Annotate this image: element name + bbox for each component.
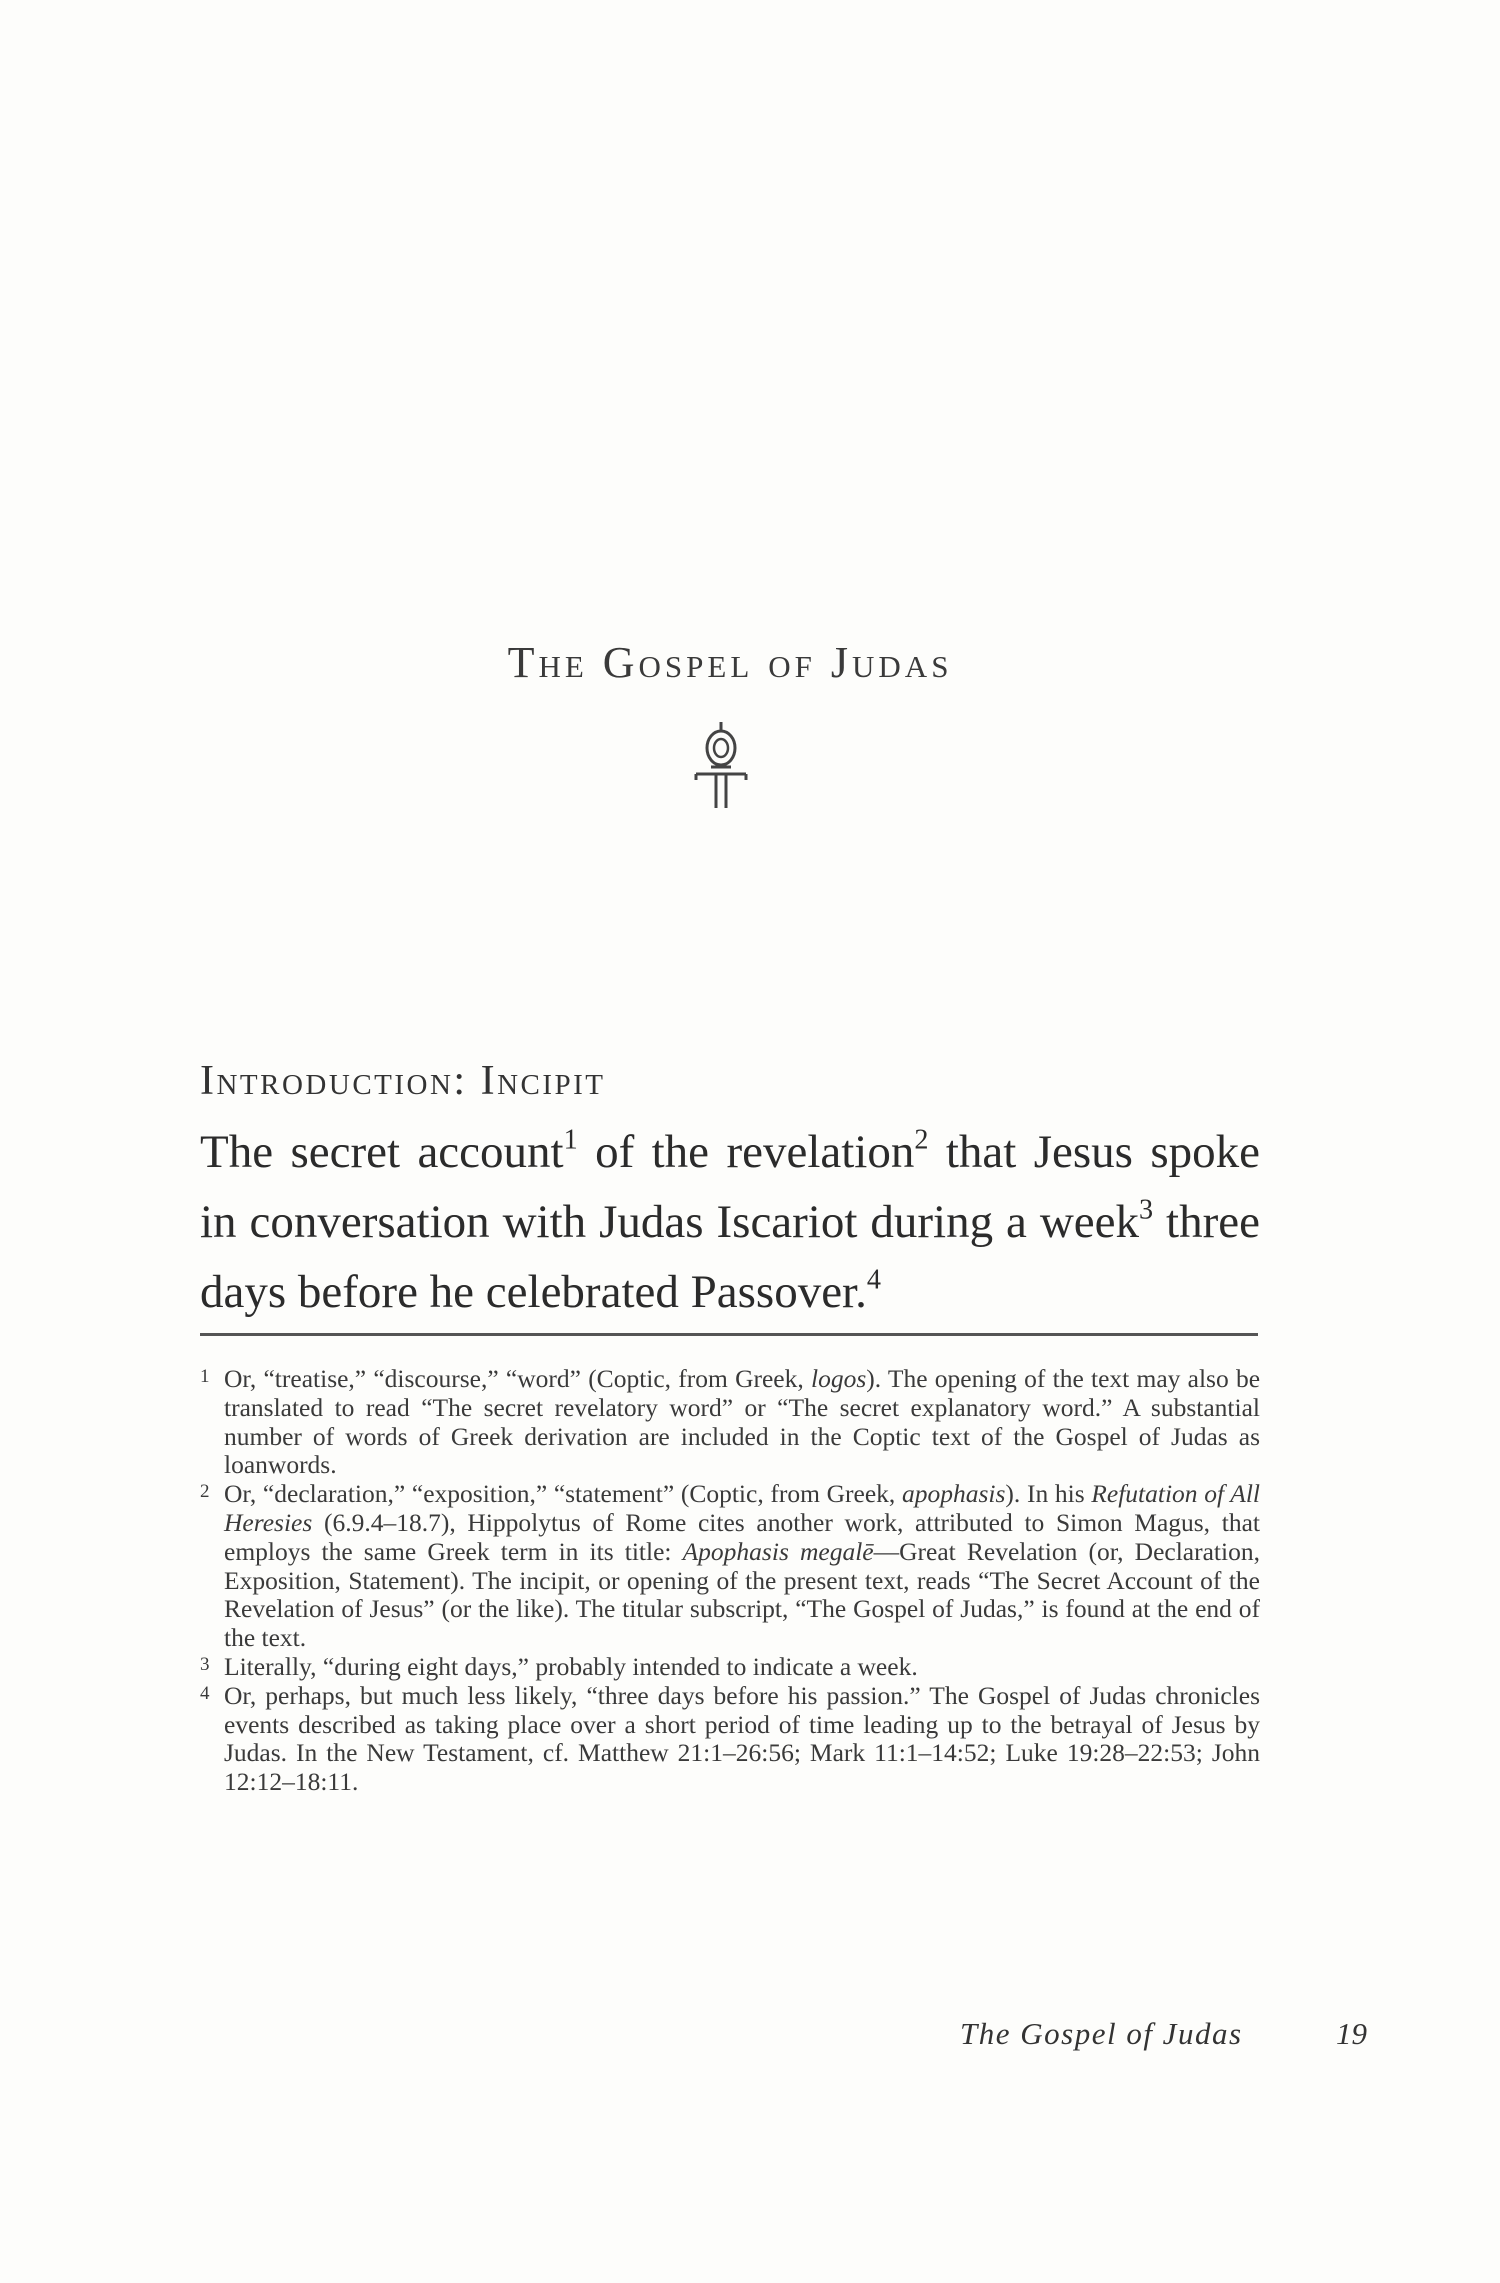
footnote-4: 4 Or, perhaps, but much less likely, “three days before his passion.” The Gospel of Judas chronicles events described as taking place over a short period of time leading up to the betrayal of Jesus by Judas. In the New Testament, cf. Matthew 21:1–26:56; Mark 11:1–14:52; Luke 19:28–22:53; John 12:12–18:11. bbox=[200, 1680, 1260, 1797]
footnote-divider bbox=[200, 1333, 1258, 1336]
footnote-ref-2[interactable]: 2 bbox=[914, 1124, 929, 1156]
footnote-2: 2 Or, “declaration,” “exposition,” “statement” (Coptic, from Greek, apophasis). In his Refutation of All Heresies (6.9.4–18.7), Hippolytus of Rome cites another work, attributed to Simon Magus, that employs the same Greek term in its title: Apophasis megalē—Great Revelation (or, Declaration, Exposition, Statement). The incipit, or opening of the present text, reads “The Secret Account of the Revelation of Jesus” (or the like). The titular subscript, “The Gospel of Judas,” is found at the end of the text. bbox=[200, 1479, 1260, 1653]
ankh-cross-icon bbox=[694, 722, 748, 810]
running-footer: The Gospel of Judas bbox=[960, 2016, 1243, 2051]
footnote-1: 1 Or, “treatise,” “discourse,” “word” (Coptic, from Greek, logos). The opening of the text may also be translated to read “The secret revelatory word” or “The secret explanatory word.” A substantial number of words of Greek derivation are included in the Coptic text of the Gospel of Judas as loanwords. bbox=[200, 1364, 1261, 1480]
footnotes bbox=[200, 1365, 1260, 1797]
incipit-text: The secret account$^1$ of the revelation$^2$ that Jesus spoke in conversation with Judas Iscariot during a week$^3$ three days before he celebrated Passover.$^4$ bbox=[200, 1124, 1260, 1318]
page-number: 19 bbox=[1336, 2016, 1367, 2051]
book-title: The Gospel of Judas bbox=[507, 638, 953, 687]
footnote-ref-4[interactable]: 4 bbox=[866, 1264, 881, 1296]
footnote-ref-1[interactable]: 1 bbox=[563, 1124, 578, 1156]
footnote-ref-3[interactable]: 3 bbox=[1139, 1194, 1154, 1226]
section-heading: Introduction: Incipit bbox=[200, 1058, 606, 1104]
footnote-3: 3 Literally, “during eight days,” probably intended to indicate a week. bbox=[200, 1651, 918, 1681]
